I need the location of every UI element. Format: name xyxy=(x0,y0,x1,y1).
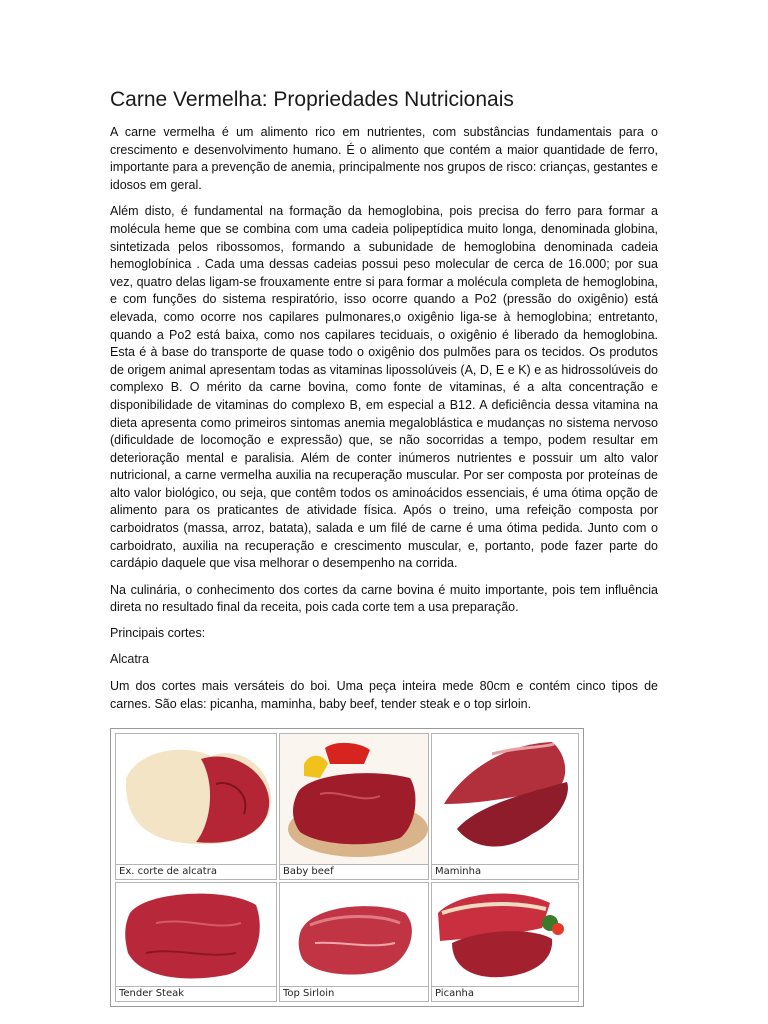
alcatra-heading: Alcatra xyxy=(110,652,149,667)
baby-beef-image xyxy=(280,734,429,866)
cut-cell-picanha xyxy=(431,882,579,1002)
paragraph-hemoglobin: Além disto, é fundamental na formação da hemoglobina, pois precisa do ferro para formar a molécula heme que se combina com uma cadeia polipeptídica muito longa, denominada globina, sintetizada pelos ribossomos, formando a subunidade de hemoglobina denominada cadeia hemoglobínica . Cada uma dessas cadeias possui peso molecular de cerca de 16.000; por sua vez, quatro delas ligam-se frouxamente entre si para formar a molécula completa de hemoglobina, e com funções do sistema respiratório, isso ocorre quando a Po2 (pressão do oxigênio) está elevada, como ocorre nos capilares pulmonares,o oxigênio liga-se à hemoglobina; entretanto, quando a Po2 está baixa, como nos capilares teciduais, o oxigênio é liberado da hemoglobina. Esta é à base do transporte de quase todo o oxigênio dos pulmões para os tecidos. Os produtos de origem animal apresentam todas as vitaminas lipossolúveis (A, D, E e K) e as hidrossolúveis do complexo B. O mérito da carne bovina, como fonte de vitaminas, é a alta concentração e disponibilidade de vitaminas do complexo B, em especial a B12. A deficiência dessa vitamina na dieta apresenta como primeiros sintomas anemia megaloblástica e mudanças no sistema nervoso (dificuldade de locomoção e expressão) que, se não socorridas a tempo, podem resultar em deterioração mental e paralisia. Além de conter inúmeros nutrientes e possuir um alto valor nutricional, a carne vermelha auxilia na recuperação muscular. Por ser composta por proteínas de alto valor biológico, ou seja, que contêm todos os aminoácidos essenciais, é uma ótima opção de alimento para os praticantes de atividade física. Após o treino, uma refeição composta por carboidratos (massa, arroz, batata), salada e um filé de carne é uma ótima pedida. Junto com o carboidrato, auxilia na recuperação e crescimento muscular, e, portanto, pode fazer parte do cardápio daquele que visa melhorar o desempenho na corrida. xyxy=(110,204,658,571)
cut-caption: Baby beef xyxy=(280,864,428,879)
paragraph-intro: A carne vermelha é um alimento rico em nutrientes, com substâncias fundamentais para o crescimento e desenvolvimento humano. É o alimento que contém a maior quantidade de ferro, importante para a prevenção de anemia, principalmente nos grupos de risco: crianças, gestantes e idosos em geral. xyxy=(110,125,658,192)
cut-caption: Picanha xyxy=(432,986,578,1001)
alcatra-cut-image xyxy=(116,734,277,866)
cut-cell-alcatra xyxy=(115,733,277,880)
cut-caption: Top Sirloin xyxy=(280,986,428,1001)
document-page xyxy=(110,88,658,722)
cut-cell-maminha xyxy=(431,733,579,880)
cut-cell-top-sirloin xyxy=(279,882,429,1002)
top-sirloin-image xyxy=(280,883,429,988)
cut-caption: Tender Steak xyxy=(116,986,276,1001)
main-cuts-label: Principais cortes: xyxy=(110,626,206,641)
cut-caption: Ex. corte de alcatra xyxy=(116,864,276,879)
cut-cell-tender-steak xyxy=(115,882,277,1002)
meat-cuts-grid xyxy=(110,728,584,1007)
cut-caption: Maminha xyxy=(432,864,578,879)
page-title: Carne Vermelha: Propriedades Nutricionais xyxy=(110,88,514,111)
paragraph-alcatra: Um dos cortes mais versáteis do boi. Uma peça inteira mede 80cm e contém cinco tipos de carnes. São elas: picanha, maminha, baby beef, tender steak e o top sirloin. xyxy=(110,679,658,711)
picanha-image xyxy=(432,883,579,988)
maminha-image xyxy=(432,734,579,866)
paragraph-culinary: Na culinária, o conhecimento dos cortes da carne bovina é muito importante, pois tem influência direta no resultado final da receita, pois cada corte tem a usa preparação. xyxy=(110,582,658,615)
cut-cell-baby-beef xyxy=(279,733,429,880)
tender-steak-image xyxy=(116,883,277,988)
